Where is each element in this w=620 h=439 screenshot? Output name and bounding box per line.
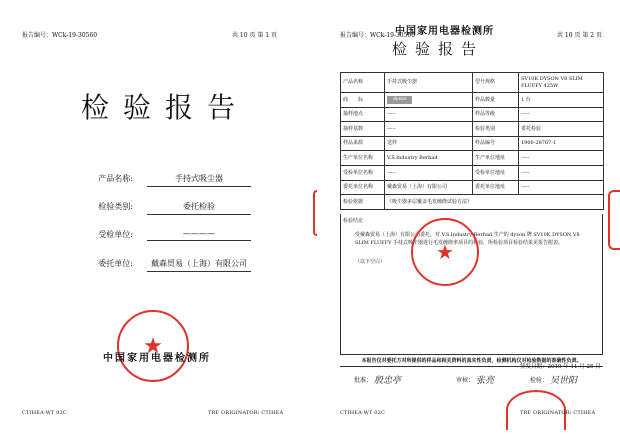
issue-date: 签发日期：2019 年 11 月 25 日 (520, 364, 601, 370)
tester-signature: 吴世阳 (550, 376, 578, 386)
approver-signature: 殷忠亭 (374, 376, 402, 386)
issuing-organization: 中国家用电器检测所 (103, 353, 211, 364)
table-label: 生产单位地址 (473, 151, 519, 166)
table-value: ----- (385, 122, 473, 137)
table-label: 样品编号 (473, 136, 519, 151)
footer-originator: TRF ORIGINATOR: CTIHEA (208, 410, 284, 416)
report-number: 报告编号：WCk-19-30560 (22, 32, 98, 39)
footer-form-code: CTIHEA-WT 02C (340, 410, 386, 416)
reviewer-signature: 张亮 (476, 376, 495, 386)
table-row (341, 136, 604, 151)
trademark-cell (385, 93, 473, 108)
reviewer-label: 审核： (456, 377, 475, 384)
table-label: 样品来源 (341, 136, 385, 151)
table-row (341, 73, 604, 93)
table-row (341, 195, 604, 210)
table-label: 抽样地点 (341, 107, 385, 122)
table-label: 型号规格 (473, 73, 519, 93)
page-info: 共 10 页 第 2 页 (557, 32, 602, 39)
field-inspection-type (85, 201, 295, 217)
field-inspected-unit (85, 229, 295, 245)
field-label: 检验类别: (98, 202, 133, 211)
field-value: 委托检验 (147, 201, 251, 215)
table-row (341, 165, 604, 180)
table-value: 戴森贸易（上海）有限公司 (385, 180, 473, 195)
edge-seal-icon (313, 190, 317, 236)
table-row (341, 151, 604, 166)
approver-label: 批准： (354, 377, 373, 384)
table-label: 委托单位地址 (473, 180, 519, 195)
table-row (341, 180, 604, 195)
table-value: ----- (519, 151, 604, 166)
report-number: 报告编号：WCk-19-30560 (340, 32, 416, 39)
table-value: 手持式吸尘器 (385, 73, 473, 93)
issuing-organization: 中国家用电器检测所 (395, 26, 494, 37)
table-label: 检验依据 (341, 195, 385, 210)
conclusion-label: 检验结论 (343, 218, 364, 224)
field-value: 手持式吸尘器 (147, 173, 251, 187)
disclaimer-note: 本报告仅对委托方对所提供的样品和相关资料的真实性负责，检测机构仅对检验数据的准确性负责。 (340, 357, 603, 367)
table-value: ----- (519, 165, 604, 180)
footer-form-code: CTIHEA-WT 02C (22, 410, 68, 416)
table-label: 样品数量 (473, 93, 519, 108)
table-label: 生产单位名称 (341, 151, 385, 166)
table-label: 产品名称 (341, 73, 385, 93)
conclusion-tail: （以下空白） (355, 259, 386, 265)
edge-seal-icon (608, 190, 620, 250)
official-seal-icon: ★ (117, 310, 189, 382)
tester-label: 检验： (530, 377, 549, 384)
table-label: 受检单位名称 (341, 165, 385, 180)
official-seal-icon: ★ (411, 218, 479, 286)
table-value: 送样 (385, 136, 473, 151)
table-value: ----- (519, 180, 604, 195)
table-value: 1 台 (519, 93, 604, 108)
report-title: 检验报告 (392, 40, 485, 58)
field-label: 产品名称: (98, 174, 133, 183)
table-row (341, 107, 604, 122)
table-value: ----- (385, 165, 473, 180)
conclusion-text: 受戴森贸易（上海）有限公司委托，对 V.S.Industry Berhad 生产的 dyson 牌 SV10K DYSON V8 SLIM FLUFFY 手持式吸尘器进行毛发缠绕率项目的检验，所检验项目检验结果见报告附表。 (355, 232, 580, 246)
product-info-table (340, 72, 604, 210)
dyson-logo-icon: dyson (387, 96, 412, 104)
table-value: 1900-28767-1 (519, 136, 604, 151)
report-title: 检验报告 (80, 91, 249, 124)
table-value: SV10K DYSON V8 SLIM FLUFFY 425W (519, 73, 604, 93)
table-label: 抽样基数 (341, 122, 385, 137)
conclusion-box (340, 214, 603, 355)
footer-originator: TRF ORIGINATOR: CTIHEA (520, 410, 596, 416)
table-row (341, 93, 604, 108)
field-product-name (85, 173, 295, 189)
table-label: 委托单位名称 (341, 180, 385, 195)
field-value: 戴森贸易（上海）有限公司 (147, 258, 251, 272)
page-info: 共 10 页 第 1 页 (232, 32, 277, 39)
table-value: ----- (519, 107, 604, 122)
field-client-unit (85, 258, 295, 274)
table-label: 商 标 (341, 93, 385, 108)
table-value: ----- (385, 107, 473, 122)
table-row (341, 122, 604, 137)
table-value: 委托检验 (519, 122, 604, 137)
table-value: 《吸尘器多层覆盖毛发缠绕试验方法》 (385, 195, 604, 210)
table-label: 检验类别 (473, 122, 519, 137)
field-label: 受检单位: (98, 230, 133, 239)
table-value: V.S.Industry Berhad (385, 151, 473, 166)
table-label: 样品等级 (473, 107, 519, 122)
field-label: 委托单位: (98, 259, 133, 268)
table-label: 受检单位地址 (473, 165, 519, 180)
field-value: ———— (147, 229, 251, 241)
